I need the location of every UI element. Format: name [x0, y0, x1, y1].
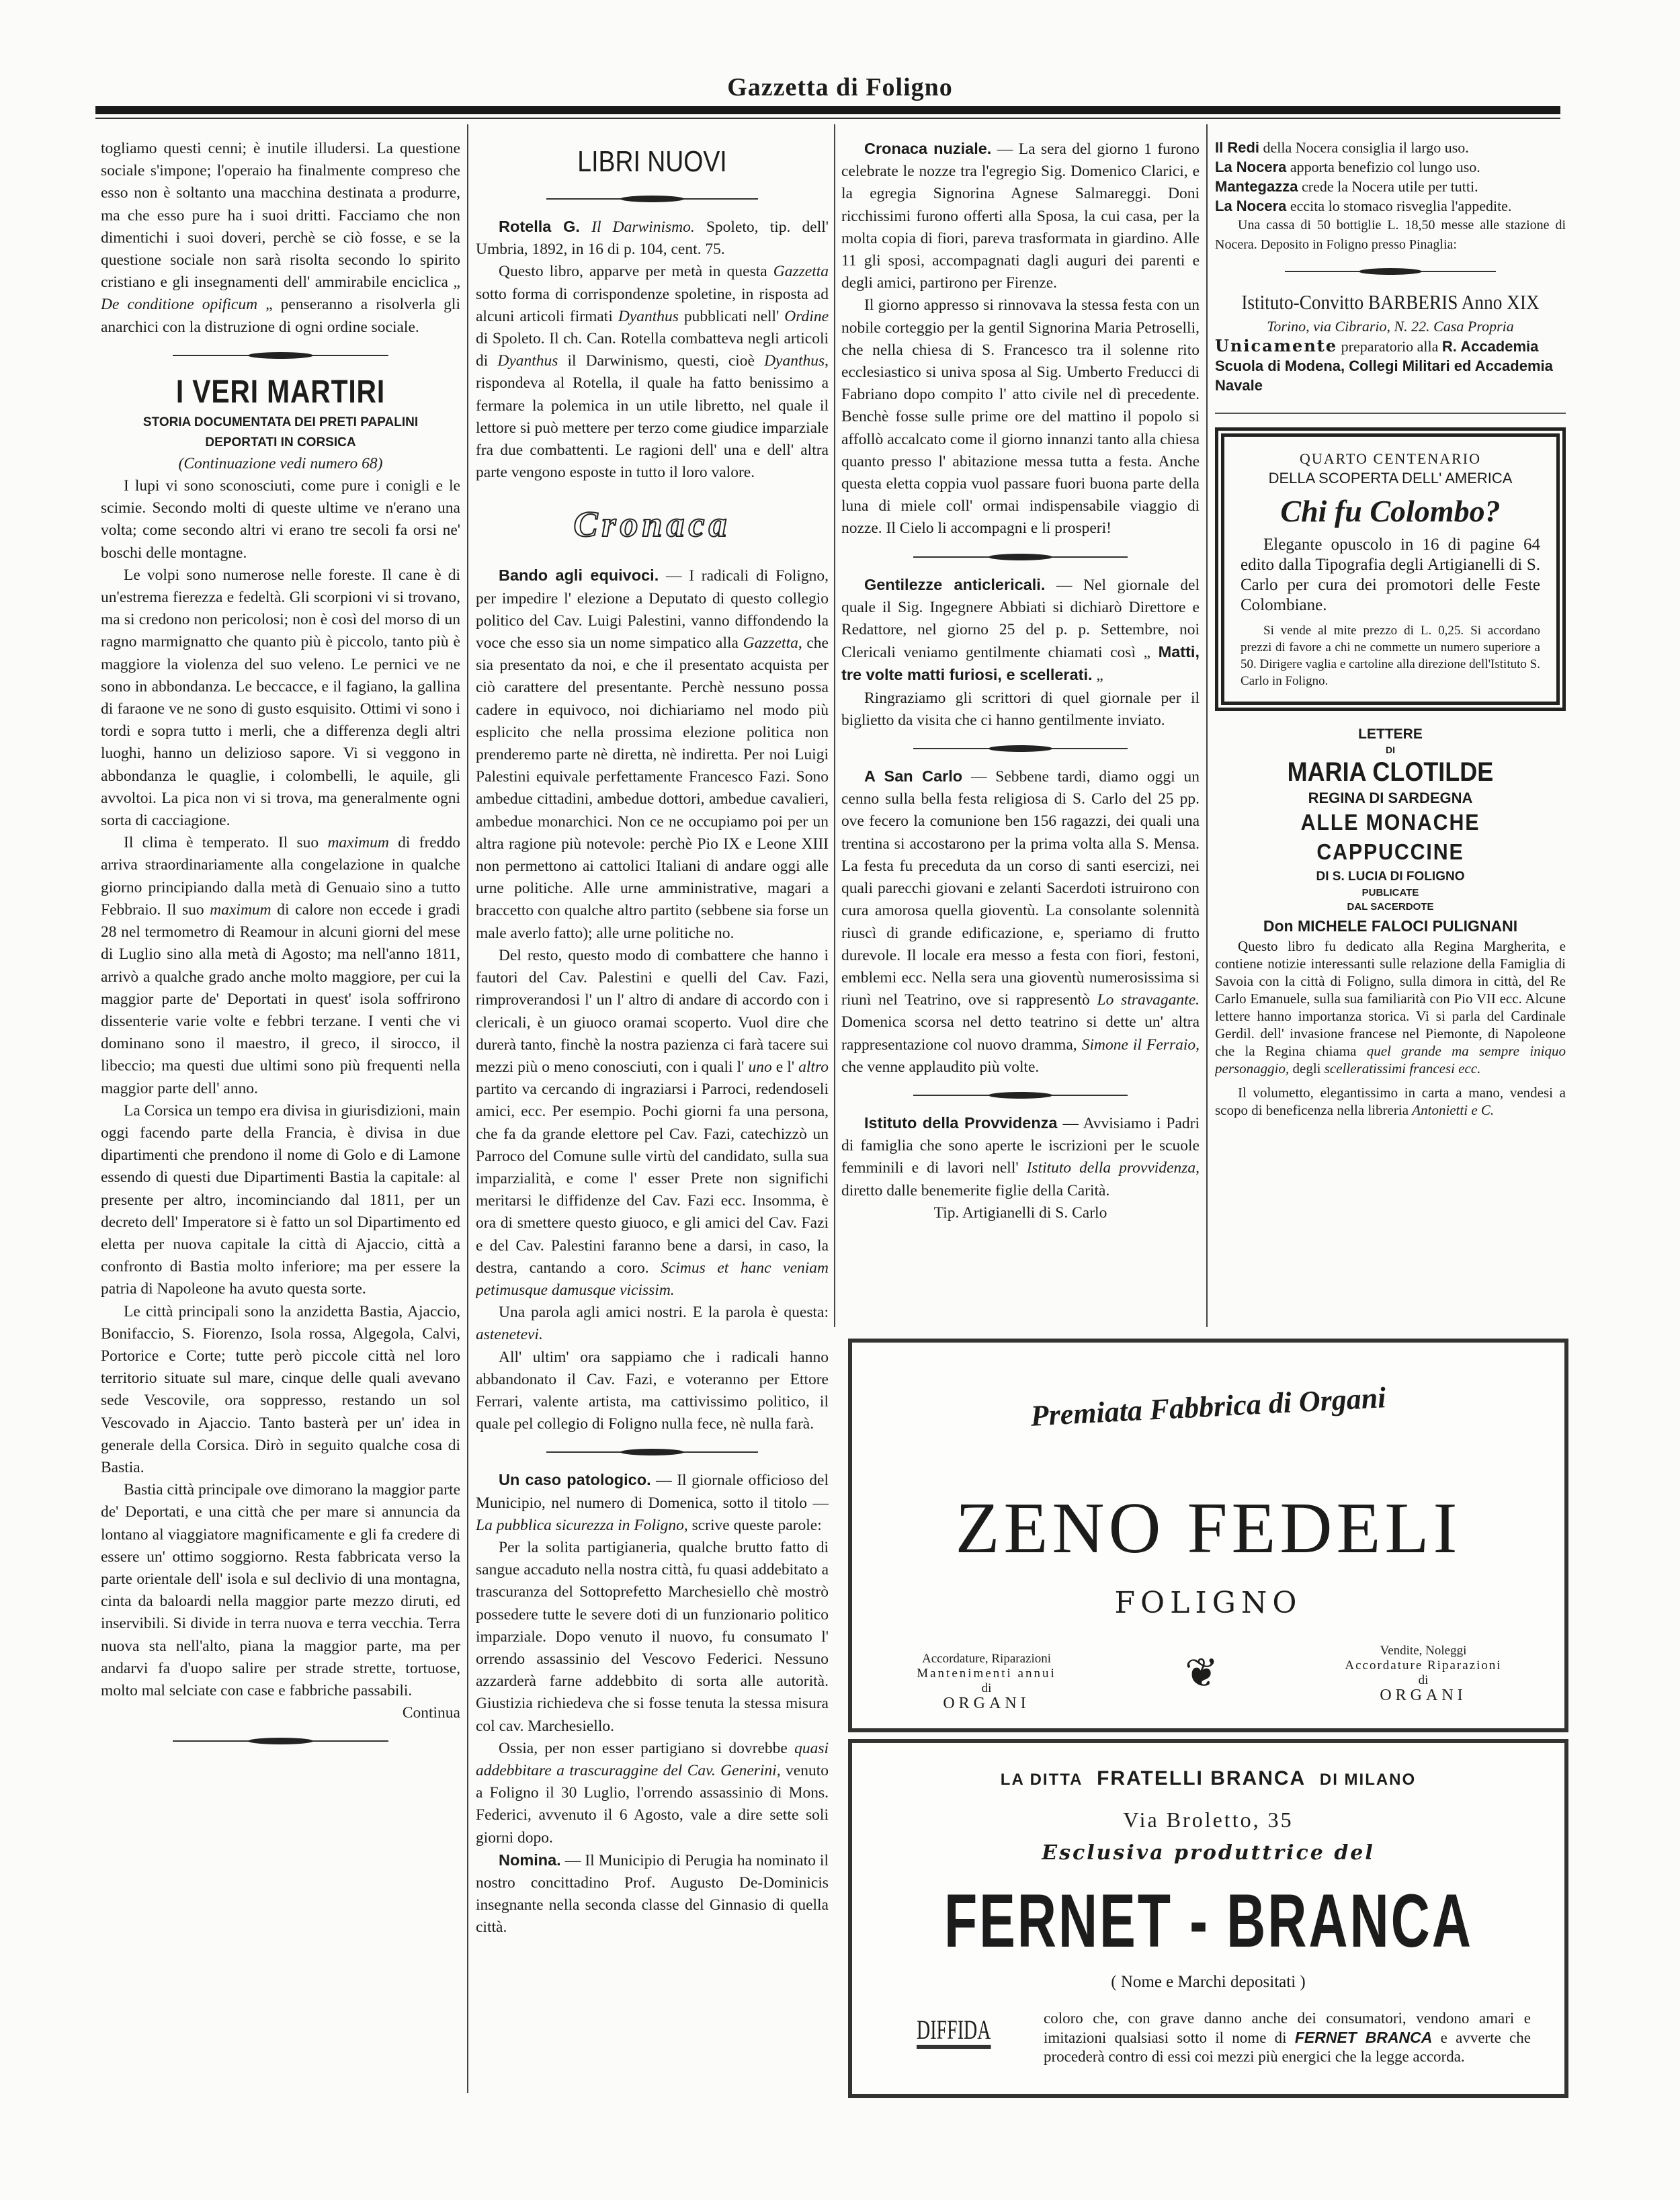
text-run: diretto dalle benemerite figlie della Carità.: [841, 1181, 1110, 1199]
text-run: il Darwinismo, questi, cioè: [558, 352, 765, 370]
italic-text: maximum: [327, 834, 389, 852]
column-1: [101, 138, 460, 2093]
masthead-rule: [95, 106, 1560, 114]
italic-text: maximum: [210, 900, 271, 919]
nocera-text: apporta benefizio col lungo uso.: [1286, 159, 1480, 175]
article-paragraph: [476, 1302, 829, 1346]
text-run: che venne applaudito più volte.: [841, 1058, 1040, 1076]
column-2: [476, 138, 829, 2093]
colombo-price: Si vende al mite prezzo di L. 0,25. Si accordano prezzi di favore a chi ne commette un numero superiore a 50. Dirigere vaglia e cartoline alla direzione dell'Istituto S. Carlo in Foligno.: [1241, 624, 1540, 688]
branca-exclusive: Esclusiva produttrice del: [1042, 1841, 1375, 1865]
clotilde-text: Questo libro fu dedicato alla Regina Margherita, e contiene notizie interessanti sulle relazione della Famiglia di Savoia con la città di Foligno, sulla dimora in città, del Re Carlo Emanuele, sulla sua familiarità con Pio VII ecc. Alcune lettere hanno importanza storica. Vi si parla del Cardinale Gerdil. dell' invasione francese nel Piemonte, di Napoleone che la Regina chiama: [1215, 938, 1566, 1059]
ornament-divider: [173, 351, 388, 360]
article-paragraph: [476, 1738, 829, 1849]
caption-line: [101, 453, 460, 475]
nocera-text: crede la Nocera utile per tutti.: [1298, 178, 1478, 195]
article-lead: Un caso patologico.: [499, 1471, 651, 1489]
text-run: Le città principali sono la anzidetta Bastia, Ajaccio, Bonifaccio, S. Fiorenzo, Isola rossa, Algegola, Calvi, Portorice e Corte; tutte però piccole città nel loro territorio situate sul mare, cinque delle quali avevano sede Vescovile, ora soppresso, restando un sol Vescovado in Ajaccio. Tanto basterà per un' idea in generale della Corsica. Dirò in seguito qualche cosa di Bastia.: [101, 1302, 460, 1476]
fedeli-line: Accordature Riparazioni: [1345, 1658, 1502, 1673]
fedeli-left-text: [879, 1652, 1094, 1711]
article-paragraph: [101, 1479, 460, 1702]
section-subheadline: [101, 413, 460, 433]
italic-text: Dyanthus: [497, 352, 558, 370]
text-run: , rispondeva al Rotella, il quale ha fatto benissimo a fermare la polemica in un utile libretto, nel quale il lettore si può mettere per terzo come giudice imparziale fra due combattenti. Le ragioni dell' una e dell' altra parte vengono esposte in tutto il loro valore.: [476, 352, 829, 482]
ornament-divider: [913, 1091, 1128, 1100]
text-run: e l': [771, 1058, 799, 1076]
colombo-title: Chi fu Colombo?: [1280, 494, 1501, 528]
clotilde-line: PUBLICATE: [1361, 887, 1419, 898]
column-divider: [1206, 124, 1208, 1327]
italic-text: astenetevi.: [476, 1326, 543, 1344]
ornament-divider: [913, 552, 1128, 562]
text-run: Le volpi sono numerose nelle foreste. Il cane è di un'estrema fierezza e fedeltà. Gli scorpioni vi si trovano, ma si credono non pericolosi; non è così del morso di un ragno marmignatto che quanto più è piccolo, tanto più è maggiore la violenza del suo veleno. Le pernici ve ne sono in abbondanza. Le beccacce, e il fagiano, la gallina di faraone ve ne sono di gusto esquisito. Ottimi vi sono i tordi e sopra tutto i merli, che a differenza degli altri luoghi, hanno un delizioso sapore. Vi si veggono in abbondanza le quaglie, i colombelli, le aquile, gli avvoltoi. La pica non vi si trova, ma generalmente ogni sorta di cacciagione.: [101, 566, 460, 830]
ad-fratelli-branca: [848, 1739, 1568, 2098]
italic-text: Dyanthus: [618, 307, 679, 325]
article-lead: Matti, tre volte matti furiosi, e scellerati.: [841, 643, 1200, 684]
text-run: Domenica scorsa nel detto teatrino si dette un' altra rappresentazione col nuovo dramma,: [841, 1013, 1200, 1054]
article-paragraph: [476, 216, 829, 261]
article-lead: Nomina.: [499, 1851, 561, 1869]
caption-line: [841, 1202, 1200, 1224]
continued-label: [101, 1702, 460, 1724]
text-run: I lupi vi sono sconosciuti, come pure i conigli e le scimie. Secondo molti di queste ultime ve n'erano una volta; come secondo altri vi erano tre secoli fa orsi ne' boschi delle montagne.: [101, 477, 460, 562]
ornament-icon: ❦: [1185, 1651, 1219, 1695]
article-paragraph: [476, 1347, 829, 1436]
section-headline: [128, 372, 433, 413]
ornament-divider: [546, 194, 758, 204]
nocera-lead: Mantegazza: [1215, 178, 1298, 195]
italic-text: Simone il Ferraio,: [1081, 1035, 1200, 1054]
article-paragraph: [476, 1469, 829, 1537]
ornament-divider: [173, 1736, 388, 1746]
masthead-rule-thin: [95, 118, 1560, 119]
fedeli-line: ORGANI: [1380, 1687, 1467, 1704]
article-lead: Bando agli equivoci.: [499, 566, 659, 585]
text-run: , che sia presentato da noi, e che il presentato acquista per ciò carattere del presentante. Perchè nessuno possa cadere in equivoco, noi dichiariamo nel modo più esplicito che nella prossima elezione politica non prenderemo parte nè diretta, nè indiretta. Per noi Luigi Palestini equivale perfettamente Francesco Fazi. Sono ambedue cittadini, ambedue dottori, ambedue cavalieri, ambedue monarchici. Non ce ne occupiamo poi per un altra ragione più notevole: perchè Pio IX e Leone XIII non permettono ai cattolici Italiani di andare oggi alle urne politiche. Alle urne amministrative, magari a braccetto con qualche altro partito (sebbene sia forse un male averlo fatto); alle urne politiche no.: [476, 634, 829, 942]
text-run: Del resto, questo modo di combattere che hanno i fautori del Cav. Palestini e quelli del Cav. Fazi, rimproverandosi l' un l' altro di andare di accordo con i clericali, è un giuoco oramai scoperto. Vuol dire che durerà tanto, finchè la nostra pazienza ci farà tacere sui mezzi più o meno conosciuti, con i quali l': [476, 946, 829, 1076]
text-run: DEPORTATI IN CORSICA: [205, 435, 356, 450]
ornament-divider: [913, 744, 1128, 753]
text-run: I VERI MARTIRI: [175, 374, 386, 410]
column-divider: [467, 124, 468, 2093]
branca-firm: FRATELLI BRANCA: [1097, 1767, 1306, 1789]
text-run: Per la solita partigianeria, qualche brutto fatto di sangue accaduto nella nostra città, fu quasi addebitato a trascuranza del Sottoprefetto Marchesiello chè mostrò possedere tutte le severe doti di un funzionario politico imparziale. Dopo venuto il nuovo, fu consumato l' orrendo assassinio del Vescovo Federici. Nessuno azzarderà farne addebbito di sorta alle autorità. Giustizia richiedeva che si fosse tenuta la stessa misura col cav. Marchesiello.: [476, 1538, 829, 1735]
italic-text: Gazzetta: [773, 263, 829, 281]
text-run: di Spoleto. Il ch. Can. Rotella combatteva negli articoli di: [476, 330, 829, 370]
text-run: di freddo arriva straordinariamente alla congelazione in qualche giorno principiando dalla metà di Genuaio sino a tutto Febbraio. Il suo: [101, 834, 460, 919]
italic-text: Scimus et hanc veniam petimusque damusque vicissim.: [476, 1259, 829, 1299]
clotilde-text: quel grande ma sempre iniquo personaggio,: [1215, 1043, 1566, 1076]
colombo-line1: QUARTO CENTENARIO: [1300, 450, 1481, 467]
article-paragraph: [841, 574, 1200, 687]
barberis-schools: R. Accademia Scuola di Modena, Collegi Militari ed Accademia Navale: [1215, 338, 1553, 394]
ornament-divider: [546, 1447, 758, 1457]
text-run: — Il giornale officioso del Municipio, nel numero di Domenica, sotto il titolo —: [476, 1472, 829, 1512]
text-run: Spoleto, tip. dell' Umbria, 1892, in 16 di p. 104, cent. 75.: [476, 218, 829, 259]
nocera-text: eccita lo stomaco risveglia l'appedite.: [1286, 198, 1512, 214]
ad-zeno-fedeli: [848, 1339, 1568, 1732]
section-headline: [476, 497, 829, 551]
clotilde-text: Il volumetto, elegantissimo in carta a mano, vendesi a scopo di beneficenza nella libreria: [1215, 1085, 1566, 1118]
branca-line: DI MILANO: [1319, 1771, 1417, 1789]
column-3: [841, 138, 1200, 1327]
nocera-lead: La Nocera: [1215, 159, 1287, 175]
diffida-text: coloro che, con grave danno anche dei consumatori, vendono amari e imitazioni qualsiasi sotto il nome di: [1044, 2010, 1531, 2046]
article-paragraph: [476, 261, 829, 484]
clotilde-line: DI: [1386, 745, 1395, 755]
fedeli-city: FOLIGNO: [1114, 1586, 1302, 1620]
italic-text: Il Darwinismo.: [591, 218, 695, 236]
branca-diffida-text: [1044, 2009, 1531, 2066]
text-run: Cronaca: [573, 504, 731, 545]
branca-product-row: [852, 1881, 1564, 1961]
clotilde-text: degli: [1289, 1060, 1325, 1076]
article-paragraph: [476, 1849, 829, 1939]
article-lead: A San Carlo: [864, 767, 963, 786]
fedeli-name: ZENO FEDELI: [955, 1488, 1462, 1568]
italic-text: Dyanthus: [764, 352, 825, 370]
text-run: Tip. Artigianelli di S. Carlo: [933, 1203, 1107, 1222]
article-lead: Cronaca nuziale.: [864, 140, 992, 157]
text-run: — Il Municipio di Perugia ha nominato il nostro concittadino Prof. Augusto De-Dominicis insegnante nella seconda classe del Ginnasio di quella città.: [476, 1851, 829, 1937]
text-run: La Corsica un tempo era divisa in giurisdizioni, main oggi facendo parte della Francia, è divisa in due dipartimenti che prendono il nome di Golo e di Lamone essendo di questi due Dipartimenti Bastia la capitale: al presente per altro, incominciando dal 1811, per un decreto dell' Imperatore si è fatto un sol Dipartimento ed eletta per nuova capitale la città di Ajaccio, città a confronto di Bastia molto inferiore; ma per essere la patria di Napoleone ha avuto questa sorte.: [101, 1101, 460, 1298]
article-lead: Rotella G.: [499, 218, 580, 235]
branca-note: ( Nome e Marchi depositati ): [1111, 1973, 1306, 1991]
article-paragraph: [101, 832, 460, 1099]
italic-text: Ordine: [784, 307, 829, 325]
ornament-divider: [1285, 267, 1495, 276]
divider: [1215, 413, 1566, 414]
text-run: Il giorno appresso si rinnovava la stessa festa con un nobile corteggio per la gentil Signorina Maria Petroselli, che nella chiesa di S. Francesco tra il solenne rito ecclesiastico si univa sposa al Sig. Umberto Freducci di Fabriano dopo compito l' atto civile nel dì precedente. Benchè fosse sulle prime ore del mattino il popolo si affollò accalcato come il giorno innanzi tanto alla chiesa quanto presso l' abitazione messa tutta a festa. Anche questa eletta coppia vuol passare fuori buona parte della luna di miele coll' ormai indispensabile viaggio di nozze. Il Cielo li accompagni e li prosperi!: [841, 296, 1200, 538]
article-paragraph: [841, 1112, 1200, 1202]
article-paragraph: [841, 294, 1200, 540]
article-paragraph: [101, 1100, 460, 1301]
article-lead: Istituto della Provvidenza: [864, 1113, 1058, 1132]
italic-text: quasi addebbitare a trascuraggine del Cav. Generini,: [476, 1739, 829, 1779]
text-run: Ossia, per non esser partigiano si dovrebbe: [499, 1739, 795, 1757]
article-lead: Gentilezze anticlericali.: [864, 575, 1046, 593]
article-paragraph: [101, 138, 460, 339]
text-run: Continua: [402, 1704, 460, 1722]
text-run: Una parola agli amici nostri. E la parola è questa:: [499, 1304, 829, 1322]
column-4: [1215, 138, 1566, 1327]
nocera-text: della Nocera consiglia il largo uso.: [1259, 139, 1469, 156]
clotilde-line: DI S. LUCIA DI FOLIGNO: [1316, 870, 1465, 884]
colombo-body: Elegante opuscolo in 16 di pagine 64 edito dalla Tipografia degli Artigianelli di S. Carlo per cura dei promotori delle Feste Colombiane.: [1241, 536, 1540, 614]
colombo-line2: DELLA SCOPERTA DELL' AMERICA: [1268, 470, 1513, 486]
text-run: — Sebbene tardi, diamo oggi un cenno sulla bella festa religiosa di S. Carlo del 25 pp. ove fecero la comunione ben 156 ragazzi, dei quali una trentina si accostarono per la prima volta alla S. Mensa. La festa fu preceduta da un corso di santi esercizi, nei quali parecchi giovani e zelanti Sacerdoti istruirono con cura amorosa quella gioventù. La consolante solennità riuscì di grande edificazione, e, speriamo di frutto durevole. Il locale era messo a festa con fiori, festoni, emblemi ecc. Nella sera una gioventù numerosissima si riunì nel Teatrino, ove si rappresentò: [841, 768, 1200, 1009]
barberis-address: Torino, via Cibrario, N. 22. Casa Propria: [1267, 318, 1514, 335]
diffida-text: e avverte che procederà contro di essi coi mezzi più energici che la legge accorda.: [1044, 2029, 1531, 2065]
text-run: — Nel giornale del quale il Sig. Ingegnere Abbiati si dichiarò Direttore e Redattore, nel giorno 25 del p. p. Settembre, noi Clericali veniamo gentilmente chiamati così „: [841, 576, 1200, 662]
article-paragraph: [101, 1301, 460, 1480]
article-paragraph: [101, 564, 460, 832]
branca-address: Via Broletto, 35: [1123, 1808, 1294, 1832]
text-run: — I radicali di Foligno, per impedire l' elezione a Deputato di questo collegio politico del Cav. Luigi Palestini, vanno diffondendo la voce che esso sia un nome simpatico alla: [476, 567, 829, 652]
fedeli-arch-text: Premiata Fabbrica di Organi: [1030, 1381, 1387, 1433]
section-headline: [502, 142, 802, 182]
text-run: togliamo questi cenni; è inutile illudersi. La questione sociale s'impone; l'operaio ha finalmente compreso che esso non è soltanto una macchina destinata a produrre, ma che esso pure ha i suoi dritti. Facciamo che non dimentichi i suoi doveri, perchè se ciò fosse, e se la questione sociale non sarà risolta secondo lo spirito cristiano e gli insegnamenti dell' ammirabile enciclica „: [101, 140, 460, 292]
newspaper-masthead: Gazzetta di Foligno: [727, 73, 953, 101]
italic-text: La pubblica sicurezza in Foligno,: [476, 1516, 688, 1534]
barberis-text: preparatorio alla: [1337, 338, 1442, 355]
fedeli-right-text: [1309, 1644, 1538, 1703]
fedeli-line: di: [981, 1681, 992, 1695]
fedeli-line: Vendite, Noleggi: [1380, 1644, 1467, 1658]
clotilde-ad: [1215, 724, 1566, 1119]
column-divider: [834, 124, 835, 1327]
italic-text: uno: [748, 1058, 772, 1076]
text-run: — La sera del giorno 1 furono celebrate le nozze tra l'egregio Sig. Domenico Clarici, e la egregia Signorina Agnese Salmareggi. Doni ricchissimi furono offerti alla Sposa, la cui casa, per la molta copia di fiori, pareva trasformata in giardino. Alle 11 gli sposi, accompagnati dagli auguri dei parenti e degli amici, partirono per Firenze.: [841, 140, 1200, 292]
italic-text: De conditione opificum: [101, 296, 258, 314]
nocera-ad: [1215, 138, 1566, 255]
text-run: Ringraziamo gli scrittori di quel giornale per il biglietto da visita che ci hanno gentilmente inviato.: [841, 689, 1200, 729]
text-run: All' ultim' ora sappiamo che i radicali hanno abbandonato il Cav. Fazi, e voteranno per Ettore Ferrari, valente artista, ma cattivissimo politico, il quale pel collegio di Foligno nulla fece, nè nulla farà.: [476, 1348, 829, 1433]
article-paragraph: [476, 945, 829, 1302]
article-paragraph: [841, 765, 1200, 1078]
branca-diffida-label: DIFFIDA: [917, 2015, 991, 2049]
text-run: scrive queste parole:: [687, 1516, 822, 1534]
text-run: Questo libro, apparve per metà in questa: [499, 263, 773, 281]
clotilde-line: DAL SACERDOTE: [1347, 901, 1434, 913]
colombo-ad-box: [1215, 427, 1566, 711]
italic-text: Gazzetta: [743, 634, 798, 652]
text-run: venuto a Foligno il 30 Luglio, l'orrendo assassinio di Mons. Federici, avvenuto il 6 Agosto, vale a dire sette soli giorni dopo.: [476, 1762, 829, 1847]
text-run: Il clima è temperato. Il suo: [124, 834, 328, 852]
italic-text: altro: [798, 1058, 829, 1076]
clotilde-title: MARIA CLOTILDE: [1287, 757, 1494, 787]
article-paragraph: [841, 687, 1200, 732]
text-run: — Avvisiamo i Padri di famiglia che sono aperte le iscrizioni per le scuole femminili e di lavori nell': [841, 1114, 1200, 1177]
clotilde-line: REGINA DI SARDEGNA: [1308, 790, 1473, 806]
nocera-lead: Il Redi: [1215, 139, 1260, 156]
italic-text: (Continuazione vedi numero 68): [178, 454, 383, 472]
clotilde-author: Don MICHELE FALOCI PULIGNANI: [1263, 917, 1518, 935]
italic-text: Lo stravagante.: [1097, 991, 1200, 1009]
section-subheadline: [101, 433, 460, 453]
text-run: STORIA DOCUMENTATA DEI PRETI PAPALINI: [142, 415, 419, 429]
text-run: sotto forma di corrispondenze spoletine, in risposta ad alcuni articoli firmati: [476, 285, 829, 325]
branca-product: FERNET - BRANCA: [943, 1879, 1473, 1963]
text-run: partito va cercando di ingraziarsi i Parroci, redendoseli amici, ecc. Per esempio. Pochi giorni fa una persona, che fa da grande elettore pel Cav. Fazi, catechizzò un Parroco del Comune sulle virtù del candidato, sulla sua imparzialità, e come l' esser Prete non significhi meritarsi le diffidenze del Cav. Fazi ecc. Insomma, è ora di smettere questo giuoco, e gli amici del Cav. Fazi e del Cav. Palestini faranno bene a darsi, in caso, la destra, cantando a coro.: [476, 1081, 829, 1277]
diffida-brand: FERNET BRANCA: [1294, 2029, 1433, 2046]
barberis-title: Istituto-Convitto BARBERIS Anno XIX: [1241, 290, 1540, 314]
clotilde-text: scelleratissimi francesi ecc.: [1324, 1060, 1481, 1076]
text-run: [580, 218, 591, 236]
clotilde-text: Antonietti e C.: [1412, 1102, 1495, 1118]
text-run: di calore non eccede i gradi 28 nel termometro di Reamour in alcuni giorni del mese di Luglio sino alla metà di Agosto; ma nell'anno 1811, arrivò a qualche grado anche molto maggiore, per cui la maggior parte de' Deportati in quest' isola soffrirono dissenterie varie volte e febbri terzane. I venti che vi dominano sono il maestro, il greco, il sirocco, il libeccio; ma questi due ultimi sono più frequenti nella maggior parte dell' anno.: [101, 900, 460, 1097]
nocera-lead: La Nocera: [1215, 198, 1287, 214]
article-paragraph: [101, 475, 460, 564]
article-paragraph: [841, 138, 1200, 294]
fedeli-line: Accordature, Riparazioni: [921, 1652, 1052, 1666]
text-run: „ penseranno a risolverla gli anarchici con la distruzione di ogni ordine sociale.: [101, 296, 460, 336]
text-run: pubblicati nell': [678, 307, 785, 325]
text-run: LIBRI NUOVI: [577, 145, 727, 178]
text-run: „: [1092, 667, 1103, 685]
branca-header: [852, 1767, 1564, 1790]
fedeli-line: ORGANI: [943, 1695, 1030, 1712]
article-paragraph: [476, 1537, 829, 1738]
clotilde-line: ALLE MONACHE CAPPUCCINE: [1300, 810, 1480, 864]
article-paragraph: [476, 564, 829, 944]
text-run: Bastia città principale ove dimorano la maggior parte de' Deportati, e una città che per mare si annuncia da lontano al viaggiatore magnificamente e gli fa credere di essere un' ottimo soggiorno. Resta fabbricata verso la parte orientale dell' isola e sul declivio di una montagna, cinta da baloardi nella maggior parte mezzo diruti, ed inservibili. Si divide in terra nuova e terra vecchia. Terra nuova sta nell'alto, piana la maggior parte, ma per andarvi fa d'uopo salire per strade strette, tortuose, molto mal selciate con case e fabbriche passabili.: [101, 1481, 460, 1699]
fedeli-line: di: [1418, 1673, 1429, 1687]
barberis-lead: Unicamente: [1215, 336, 1338, 355]
italic-text: Istituto della provvidenza,: [1026, 1159, 1200, 1177]
fedeli-line: Mantenimenti annui: [917, 1666, 1056, 1681]
clotilde-line: LETTERE: [1358, 726, 1423, 742]
branca-line: LA DITTA: [1000, 1771, 1083, 1789]
nocera-price: Una cassa di 50 bottiglie L. 18,50 messe alle stazione di Nocera. Deposito in Foligno presso Pinaglia:: [1215, 218, 1566, 252]
barberis-ad: [1215, 288, 1566, 395]
